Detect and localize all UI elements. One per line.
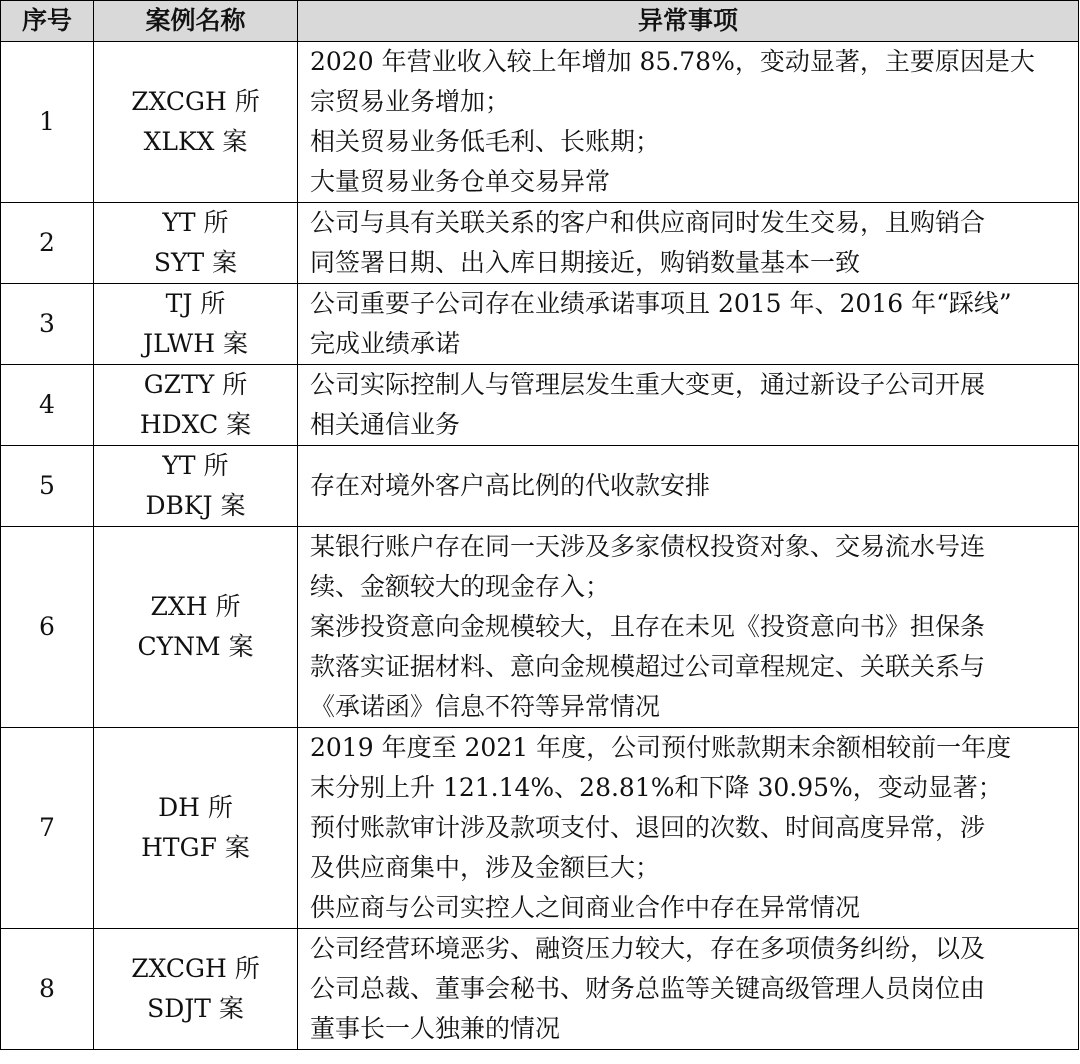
issue-line: 续、金额较大的现金存入； — [310, 572, 611, 601]
row-number: 3 — [1, 284, 94, 365]
case-name: JLWH 案 — [143, 329, 248, 358]
case-name: DBKJ 案 — [145, 491, 246, 520]
issue-line: 末分别上升 121.14%、28.81%和下降 30.95%，变动显著； — [310, 773, 1003, 802]
row-number: 8 — [1, 929, 94, 1050]
row-number: 6 — [1, 527, 94, 728]
header-issue: 异常事项 — [298, 1, 1079, 42]
issue-line: 相关贸易业务低毛利、长账期； — [310, 127, 661, 156]
issue-line: 大量贸易业务仓单交易异常 — [310, 167, 611, 196]
issue-line: 公司实际控制人与管理层发生重大变更，通过新设子公司开展 — [310, 370, 986, 399]
table-row — [1, 365, 1079, 446]
case-name: CYNM 案 — [137, 632, 254, 661]
table-row — [1, 284, 1079, 365]
row-number: 1 — [1, 42, 94, 203]
issue-cell — [298, 365, 1079, 446]
case-firm: GZTY 所 — [143, 370, 248, 399]
table-row — [1, 42, 1079, 203]
issue-line: 款落实证据材料、意向金规模超过公司章程规定、关联关系与 — [310, 652, 986, 681]
issue-cell — [298, 527, 1079, 728]
table-row — [1, 527, 1079, 728]
case-name-cell — [94, 203, 298, 284]
case-firm: DH 所 — [158, 793, 233, 822]
case-name-cell — [94, 42, 298, 203]
issue-cell — [298, 446, 1079, 527]
case-name-cell — [94, 728, 298, 929]
issue-line: 公司重要子公司存在业绩承诺事项且 2015 年、2016 年“踩线” — [310, 289, 1012, 318]
issue-line: 公司总裁、董事会秘书、财务总监等关键高级管理人员岗位由 — [310, 974, 986, 1003]
case-name: SYT 案 — [153, 248, 238, 277]
issue-line: 公司经营环境恶劣、融资压力较大，存在多项债务纠纷，以及 — [310, 934, 986, 963]
issue-line: 董事长一人独兼的情况 — [310, 1014, 561, 1043]
issue-line: 供应商与公司实控人之间商业合作中存在异常情况 — [310, 893, 861, 922]
issue-line: 《承诺函》信息不符等异常情况 — [310, 692, 661, 721]
case-name-cell — [94, 446, 298, 527]
case-firm: ZXCGH 所 — [131, 87, 260, 116]
issue-line: 及供应商集中，涉及金额巨大； — [310, 853, 661, 882]
header-no: 序号 — [1, 1, 94, 42]
table-row — [1, 446, 1079, 527]
case-name-cell — [94, 929, 298, 1050]
case-name: SDJT 案 — [147, 994, 244, 1023]
case-firm: ZXCGH 所 — [131, 954, 260, 983]
case-name-cell — [94, 284, 298, 365]
issue-line: 2020 年营业收入较上年增加 85.78%，变动显著，主要原因是大 — [310, 47, 1035, 76]
row-number: 5 — [1, 446, 94, 527]
issue-line: 存在对境外客户高比例的代收款安排 — [310, 471, 711, 500]
issue-line: 完成业绩承诺 — [310, 329, 461, 358]
case-name: HDXC 案 — [139, 410, 252, 439]
issue-cell — [298, 42, 1079, 203]
case-name-cell — [94, 365, 298, 446]
header-case-name: 案例名称 — [94, 1, 298, 42]
row-number: 4 — [1, 365, 94, 446]
case-firm: TJ 所 — [165, 289, 226, 318]
case-firm: ZXH 所 — [150, 592, 241, 621]
issue-cell — [298, 728, 1079, 929]
case-name: HTGF 案 — [141, 833, 250, 862]
issue-cell — [298, 284, 1079, 365]
table-row — [1, 728, 1079, 929]
case-firm: YT 所 — [162, 451, 229, 480]
issue-line: 某银行账户存在同一天涉及多家债权投资对象、交易流水号连 — [310, 532, 986, 561]
issue-line: 相关通信业务 — [310, 410, 461, 439]
issue-cell — [298, 929, 1079, 1050]
table-row — [1, 929, 1079, 1050]
issue-line: 预付账款审计涉及款项支付、退回的次数、时间高度异常，涉 — [310, 813, 986, 842]
issue-line: 2019 年度至 2021 年度，公司预付账款期末余额相较前一年度 — [310, 733, 1012, 762]
issue-line: 宗贸易业务增加； — [310, 87, 511, 116]
header-row — [1, 1, 1079, 42]
table-row — [1, 203, 1079, 284]
issue-line: 公司与具有关联关系的客户和供应商同时发生交易，且购销合 — [310, 208, 986, 237]
issue-line: 案涉投资意向金规模较大，且存在未见《投资意向书》担保条 — [310, 612, 986, 641]
issue-cell — [298, 203, 1079, 284]
case-firm: YT 所 — [162, 208, 229, 237]
row-number: 7 — [1, 728, 94, 929]
case-name-cell — [94, 527, 298, 728]
issue-line: 同签署日期、出入库日期接近，购销数量基本一致 — [310, 248, 861, 277]
row-number: 2 — [1, 203, 94, 284]
case-name: XLKX 案 — [143, 127, 248, 156]
